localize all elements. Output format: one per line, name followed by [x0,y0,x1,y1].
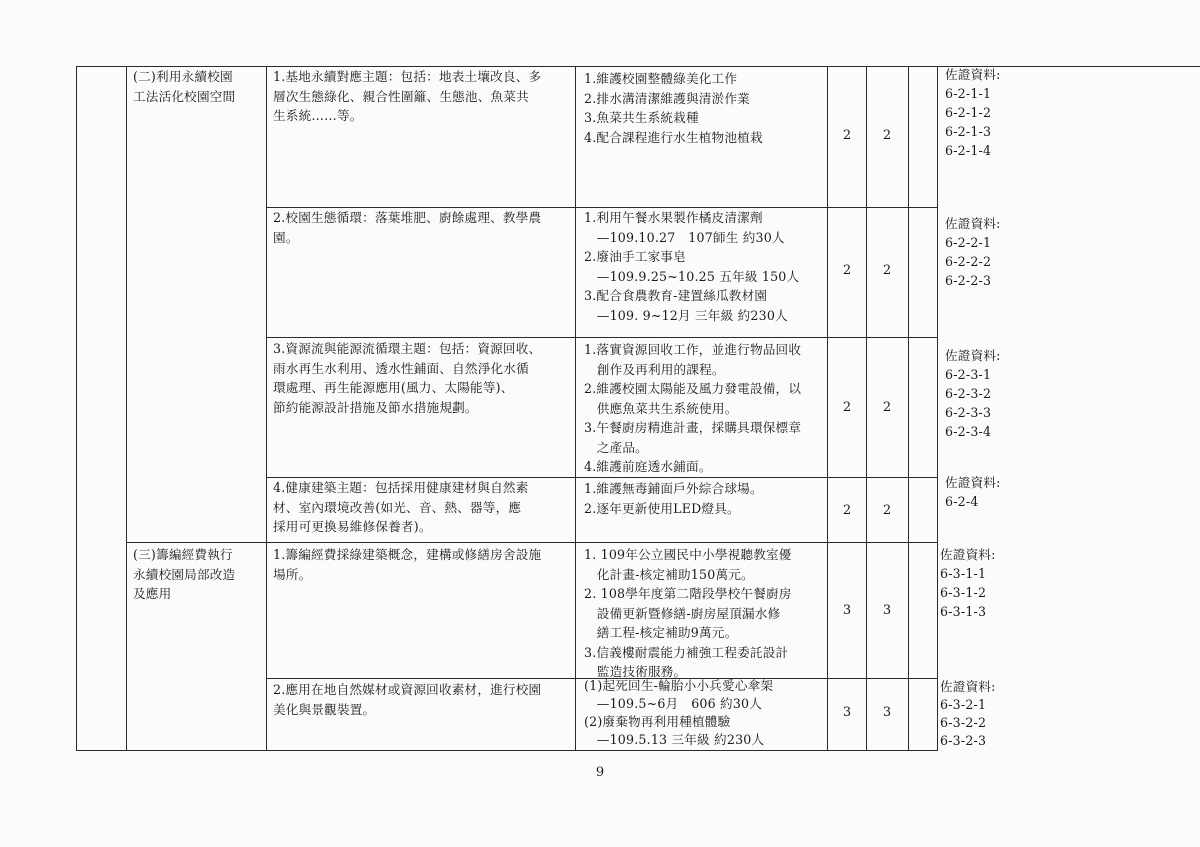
item-description: 1.籌編經費採綠建築概念，建構或修繕房舍設施 場所。 [273,547,542,582]
evidence-list: 佐證資料: 6-3-2-1 6-3-2-2 6-3-2-3 [940,679,996,748]
score-a: 2 [842,128,852,143]
evidence-list: 佐證資料: 6-2-2-1 6-2-2-2 6-2-2-3 [945,216,1001,288]
score-b: 3 [882,705,892,720]
table-border-top [76,66,1200,67]
evidence-list: 佐證資料: 6-2-3-1 6-2-3-2 6-2-3-3 6-2-3-4 [945,348,1001,439]
action-list: 1.維護無毒鋪面戶外綜合球場。 2.逐年更新使用LED燈具。 [584,481,763,516]
item-description: 2.應用在地自然媒材或資源回收素材，進行校園 美化與景觀裝置。 [273,682,542,717]
action-list: 1. 109年公立國民中小學視聽教室優 化計畫-核定補助150萬元。 2. 108學年度第二階段學校午餐廚房 設備更新暨修繕-廚房屋頂漏水修 繕工程-核定補助9萬元。 3.信義樓耐震能力補強工程委託設計 監造技術服務。 [584,547,792,679]
evidence-list: 佐證資料: 6-2-4 [945,475,1001,509]
score-b: 2 [882,263,892,278]
action-list: 1.利用午餐水果製作橘皮清潔劑 —109.10.27 107師生 約30人 2.廢油手工家事皂 —109.9.25~10.25 五年級 150人 3.配合食農教育-建置絲瓜教材園 —109. 9~12月 三年級 約230人 [584,210,800,323]
item-description: 4.健康建築主題：包括採用健康建材與自然素 材、室內環境改善(如光、音、熱、器等，應 採用可更換易維修保養者)。 [273,480,529,534]
item-description: 3.資源流與能源流循環主題：包括：資源回收、 雨水再生水利用、透水性鋪面、自然淨化水循 環處理、再生能源應用(風力、太陽能等)、 節約能源設計措施及節水措施規劃。 [273,341,542,415]
column-divider [908,66,909,751]
item-description: 1.基地永續對應主題：包括：地表土壤改良、多 層次生態綠化、親合性圍籬、生態池、魚菜共 生系統……等。 [273,69,542,123]
score-a: 3 [842,603,852,618]
item-description: 2.校園生態循環：落葉堆肥、廚餘處理、教學農 園。 [273,210,542,245]
score-a: 2 [842,503,852,518]
column-divider [937,66,938,751]
score-b: 2 [882,400,892,415]
column-divider [866,66,867,751]
score-a: 2 [842,263,852,278]
page-number: 9 [595,765,605,780]
score-a: 2 [842,400,852,415]
section-divider [126,542,938,543]
table-border-left [76,66,77,751]
evidence-list: 佐證資料: 6-2-1-1 6-2-1-2 6-2-1-3 6-2-1-4 [945,67,1001,158]
category-label: (三)籌編經費執行 永續校園局部改造 及應用 [133,547,236,601]
score-b: 2 [882,128,892,143]
score-a: 3 [842,705,852,720]
score-b: 3 [882,603,892,618]
column-divider [827,66,828,751]
category-label: (二)利用永續校園 工法活化校園空間 [133,69,236,104]
table-border-bottom [76,750,938,751]
action-list: 1.維護校園整體綠美化工作 2.排水溝清潔維護與清淤作業 3.魚菜共生系統栽種 4.配合課程進行水生植物池植栽 [584,71,763,145]
column-divider [575,66,576,751]
action-list: (1)起死回生-輪胎小小兵愛心傘架 —109.5~6月 606 約30人 (2)廢棄物再利用種植體驗 —109.5.13 三年級 約230人 [584,678,774,747]
column-divider [266,66,267,751]
column-divider [126,66,127,751]
evidence-list: 佐證資料: 6-3-1-1 6-3-1-2 6-3-1-3 [940,547,996,619]
score-b: 2 [882,503,892,518]
action-list: 1.落實資源回收工作，並進行物品回收 創作及再利用的課程。 2.維護校園太陽能及風力發電設備，以 供應魚菜共生系統使用。 3.午餐廚房精進計畫，採購具環保標章 之產品。 4.維護前庭透水鋪面。 [584,342,802,474]
